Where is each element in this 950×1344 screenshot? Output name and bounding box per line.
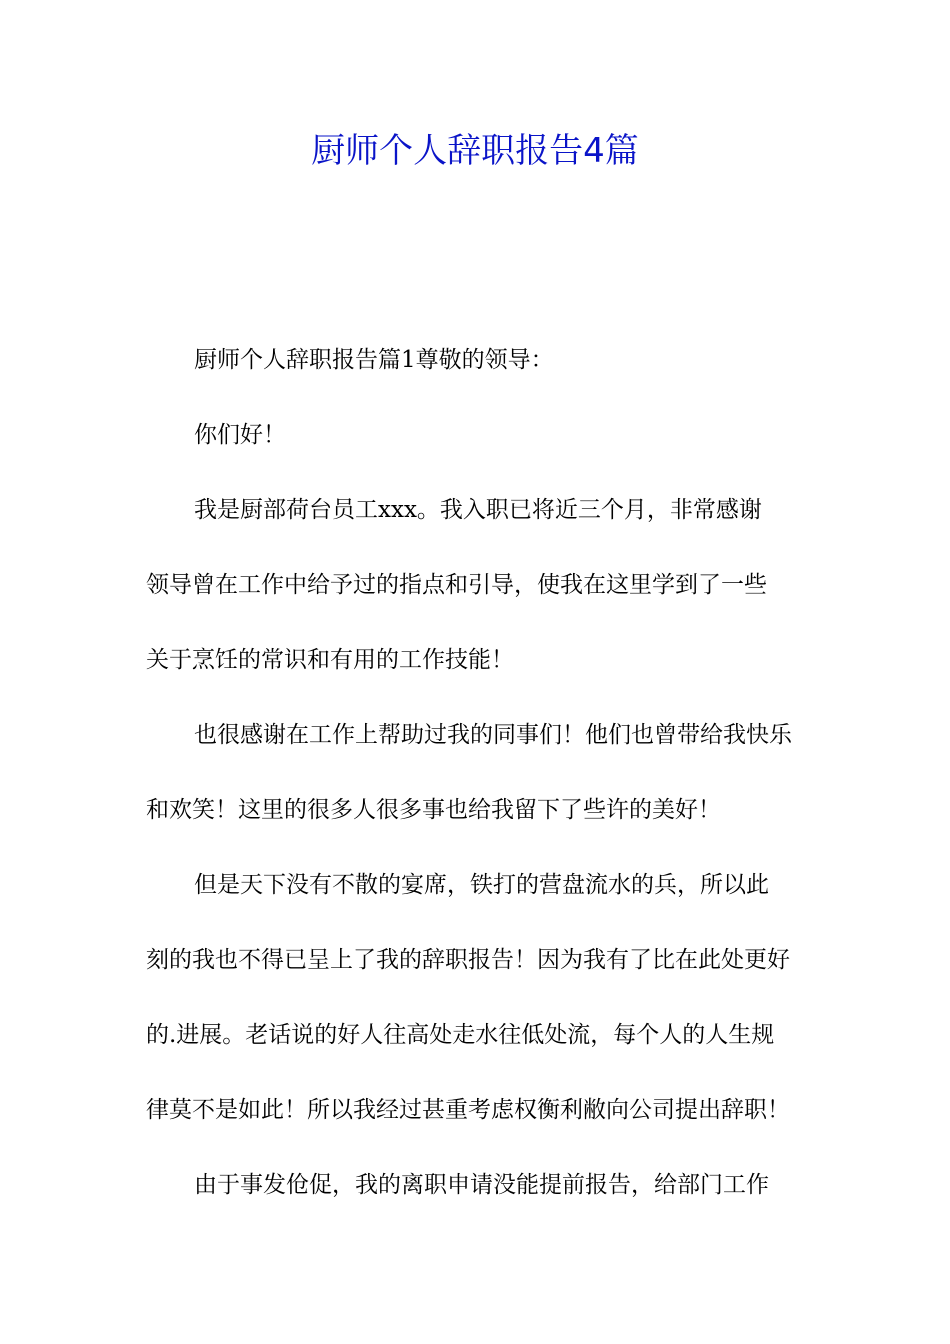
text-line: 刻的我也不得已呈上了我的辞职报告！因为我有了比在此处更好 bbox=[146, 947, 790, 973]
text-line: 也很感谢在工作上帮助过我的同事们！他们也曾带给我快乐 bbox=[194, 722, 792, 748]
text-line: 和欢笑！这里的很多人很多事也给我留下了些许的美好！ bbox=[146, 797, 721, 823]
document-title: 厨师个人辞职报告4篇 bbox=[311, 131, 639, 171]
text-line: 厨师个人辞职报告篇1尊敬的领导： bbox=[194, 347, 554, 373]
text-line: 由于事发伧促，我的离职申请没能提前报告，给部门工作 bbox=[194, 1172, 769, 1198]
document-body bbox=[146, 336, 806, 1236]
text-line: 的.进展。老话说的好人往高处走水往低处流，每个人的人生规 bbox=[146, 1022, 775, 1048]
text-line: 但是天下没有不散的宴席，铁打的营盘流水的兵，所以此 bbox=[194, 872, 769, 898]
text-line: 领导曾在工作中给予过的指点和引导，使我在这里学到了一些 bbox=[146, 572, 767, 598]
text-line: 关于烹饪的常识和有用的工作技能！ bbox=[146, 647, 514, 673]
text-line: 我是厨部荷台员工xxx。我入职已将近三个月，非常感谢 bbox=[194, 497, 762, 523]
text-line: 你们好！ bbox=[194, 422, 286, 448]
text-line: 律莫不是如此！所以我经过甚重考虑权衡利敝向公司提出辞职！ bbox=[146, 1097, 790, 1123]
